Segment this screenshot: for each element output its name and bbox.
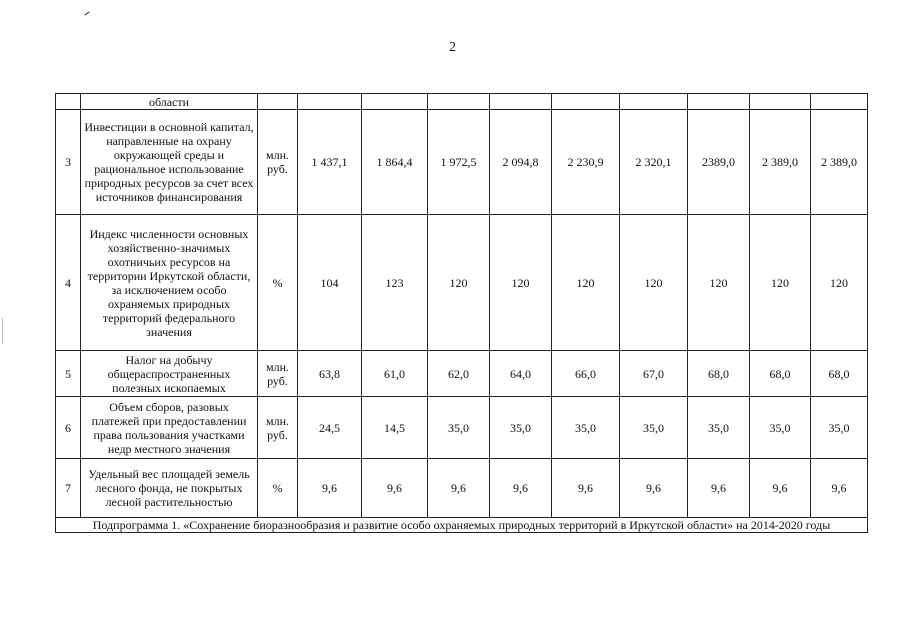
value-cell: 9,6 [620, 459, 688, 518]
table-row [56, 459, 868, 518]
value-cell: 63,8 [298, 351, 362, 397]
value-cell: 120 [811, 215, 868, 351]
value-cell: 35,0 [688, 397, 750, 459]
value-cell: 35,0 [428, 397, 490, 459]
row-unit: млн. руб. [258, 351, 298, 397]
value-cell: 123 [362, 215, 428, 351]
row-number: 4 [56, 215, 81, 351]
value-cell: 9,6 [811, 459, 868, 518]
value-cell: 68,0 [688, 351, 750, 397]
value-cell: 62,0 [428, 351, 490, 397]
value-cell: 104 [298, 215, 362, 351]
value-cell: 120 [620, 215, 688, 351]
row-number: 3 [56, 110, 81, 215]
row-description: Объем сборов, разовых платежей при предоставлении права пользования участками недр местного значения [81, 397, 258, 459]
value-cell: 68,0 [811, 351, 868, 397]
row-number [56, 94, 81, 110]
value-cell: 61,0 [362, 351, 428, 397]
subprogram-row [56, 518, 868, 533]
value-cell: 9,6 [490, 459, 552, 518]
value-cell: 120 [688, 215, 750, 351]
page-number: 2 [449, 40, 456, 55]
value-cell: 9,6 [298, 459, 362, 518]
stray-pen-mark [84, 11, 89, 15]
row-unit: млн. руб. [258, 397, 298, 459]
value-cell: 2 230,9 [552, 110, 620, 215]
value-cell: 120 [428, 215, 490, 351]
row-description: Индекс численности основных хозяйственно-значимых охотничьих ресурсов на территории Иркутской области, за исключением особо охраняемых природных территорий федерального значения [81, 215, 258, 351]
value-cell: 9,6 [750, 459, 811, 518]
row-unit: % [258, 215, 298, 351]
value-cell: 2389,0 [688, 110, 750, 215]
value-cell: 1 972,5 [428, 110, 490, 215]
value-cell: 35,0 [552, 397, 620, 459]
row-description: Налог на добычу общераспространенных полезных ископаемых [81, 351, 258, 397]
row-description: области [81, 94, 258, 110]
row-unit: млн. руб. [258, 110, 298, 215]
value-cell: 1 864,4 [362, 110, 428, 215]
value-cell: 9,6 [362, 459, 428, 518]
value-cell: 2 320,1 [620, 110, 688, 215]
value-cell: 35,0 [750, 397, 811, 459]
value-cell: 9,6 [688, 459, 750, 518]
value-cell: 2 389,0 [750, 110, 811, 215]
value-cell: 120 [552, 215, 620, 351]
row-description: Удельный вес площадей земель лесного фонда, не покрытых лесной растительностью [81, 459, 258, 518]
value-cell: 64,0 [490, 351, 552, 397]
subprogram-title: Подпрограмма 1. «Сохранение биоразнообразия и развитие особо охраняемых природных территорий в Иркутской области» на 2014-2020 годы [56, 518, 868, 533]
value-cell: 35,0 [620, 397, 688, 459]
row-unit: % [258, 459, 298, 518]
table-row [56, 397, 868, 459]
value-cell: 67,0 [620, 351, 688, 397]
value-cell: 66,0 [552, 351, 620, 397]
indicators-table [55, 93, 868, 533]
value-cell: 9,6 [428, 459, 490, 518]
value-cell: 35,0 [490, 397, 552, 459]
value-cell: 2 389,0 [811, 110, 868, 215]
value-cell: 24,5 [298, 397, 362, 459]
row-description: Инвестиции в основной капитал, направленные на охрану окружающей среды и рациональное использование природных ресурсов за счет всех источников финансирования [81, 110, 258, 215]
value-cell: 14,5 [362, 397, 428, 459]
row-number: 6 [56, 397, 81, 459]
value-cell: 68,0 [750, 351, 811, 397]
value-cell: 35,0 [811, 397, 868, 459]
table-row-continuation [56, 94, 868, 110]
row-number: 5 [56, 351, 81, 397]
value-cell: 9,6 [552, 459, 620, 518]
table-row [56, 215, 868, 351]
table-row [56, 110, 868, 215]
table-row [56, 351, 868, 397]
row-number: 7 [56, 459, 81, 518]
value-cell: 2 094,8 [490, 110, 552, 215]
value-cell: 120 [490, 215, 552, 351]
margin-mark [2, 318, 3, 344]
value-cell: 120 [750, 215, 811, 351]
value-cell: 1 437,1 [298, 110, 362, 215]
